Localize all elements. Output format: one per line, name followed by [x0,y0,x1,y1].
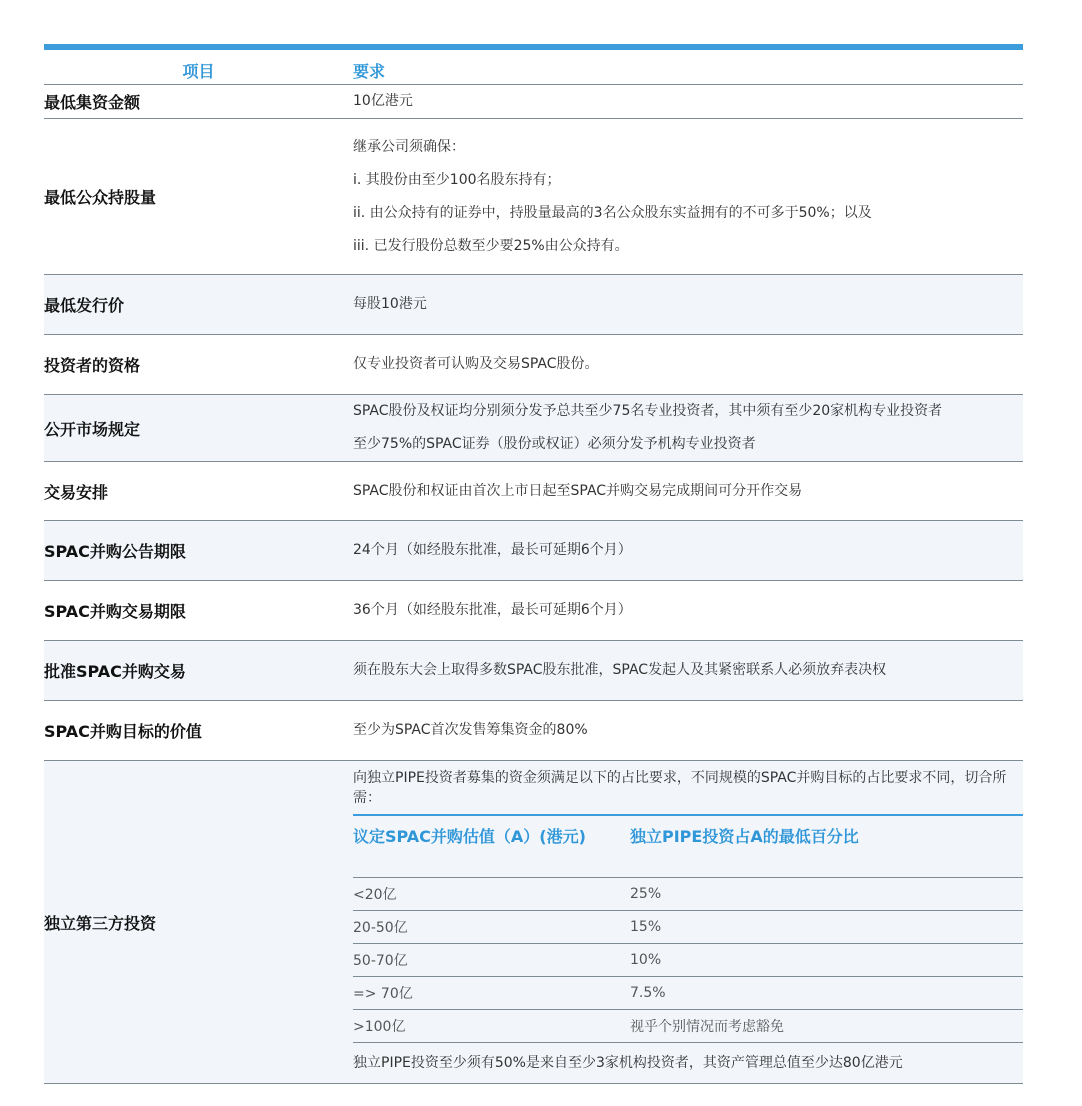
row-line: 每股10港元 [353,296,427,312]
nested-cell: <20亿 [353,887,397,903]
nested-row [353,878,1023,911]
row-value [353,521,1023,580]
row-label: 投资者的资格 [44,356,141,375]
row-value [353,462,1023,520]
row-label: 最低公众持股量 [44,188,157,207]
row-label: 最低发行价 [44,296,125,315]
row-label: 独立第三方投资 [44,913,157,933]
row-value [353,119,1023,274]
row-value [353,335,1023,394]
nested-header-col1: 议定SPAC并购估值（A）(港元) [353,827,586,846]
header-requirement: 要求 [353,61,386,81]
table-row [44,462,1023,521]
row-line: 继承公司须确保： [353,138,465,155]
nested-cell: 视乎个别情况而考虑豁免 [630,1019,784,1035]
nested-row [353,977,1023,1010]
nested-cell: 20-50亿 [353,920,408,936]
row-line: 至少为SPAC首次发售筹集资金的80% [353,722,588,738]
row-value [353,581,1023,640]
pipe-footer: 独立PIPE投资至少须有50%是来自至少3家机构投资者，其资产管理总值至少达80亿港元 [353,1054,903,1071]
row-line: iii. 已发行股份总数至少要25%由公众持有。 [353,237,629,254]
table-header [44,50,1023,85]
table-row [44,275,1023,335]
table-row [44,641,1023,701]
row-label: 公开市场规定 [44,419,141,439]
nested-row [353,911,1023,944]
table-row [44,119,1023,275]
table-row-pipe [44,761,1023,1084]
row-line: ii. 由公众持有的证券中，持股量最高的3名公众股东实益拥有的不可多于50%；以及 [353,204,872,221]
table-row [44,335,1023,395]
nested-cell: 15% [630,919,662,935]
row-value [353,761,1023,1083]
header-item: 项目 [182,61,215,81]
table-row [44,581,1023,641]
row-value [353,395,1023,461]
table-row [44,395,1023,462]
nested-cell: 25% [630,886,662,902]
row-line: i. 其股份由至少100名股东持有； [353,171,561,188]
row-label: SPAC并购目标的价值 [44,722,202,741]
row-line: 24个月（如经股东批准，最长可延期6个月） [353,542,632,558]
nested-cell: 50-70亿 [353,953,408,969]
row-value [353,275,1023,334]
row-label: 交易安排 [44,482,109,502]
row-line: 须在股东大会上取得多数SPAC股东批准，SPAC发起人及其紧密联系人必须放弃表决权 [353,662,887,678]
requirements-table [44,44,1023,1084]
pipe-intro: 向独立PIPE投资者募集的资金须满足以下的占比要求，不同规模的SPAC并购目标的占比要求不同，切合所需： [353,770,1007,806]
nested-cell: 10% [630,952,662,968]
row-line: 36个月（如经股东批准，最长可延期6个月） [353,602,632,618]
table-row [44,701,1023,761]
row-label: SPAC并购交易期限 [44,602,186,621]
nested-header-col2: 独立PIPE投资占A的最低百分比 [630,827,859,846]
pipe-nested-table [353,814,1023,1080]
row-value [353,85,1023,118]
row-label: SPAC并购公告期限 [44,542,186,561]
row-label: 最低集资金额 [44,93,141,112]
row-line: SPAC股份及权证均分别须分发予总共至少75名专业投资者，其中须有至少20家机构专业投资者 [353,403,943,419]
nested-cell: 7.5% [630,985,666,1001]
nested-row [353,944,1023,977]
nested-header [353,816,1023,878]
nested-cell: >100亿 [353,1019,406,1035]
row-label: 批准SPAC并购交易 [44,662,186,681]
row-line: 至少75%的SPAC证券（股份或权证）必须分发予机构专业投资者 [353,436,756,452]
nested-row [353,1010,1023,1043]
row-line: 10亿港元 [353,93,413,109]
row-value [353,701,1023,760]
table-row [44,85,1023,119]
table-row [44,521,1023,581]
row-line: SPAC股份和权证由首次上市日起至SPAC并购交易完成期间可分开作交易 [353,482,803,499]
row-value [353,641,1023,700]
row-line: 仅专业投资者可认购及交易SPAC股份。 [353,356,599,372]
nested-cell: => 70亿 [353,986,413,1002]
